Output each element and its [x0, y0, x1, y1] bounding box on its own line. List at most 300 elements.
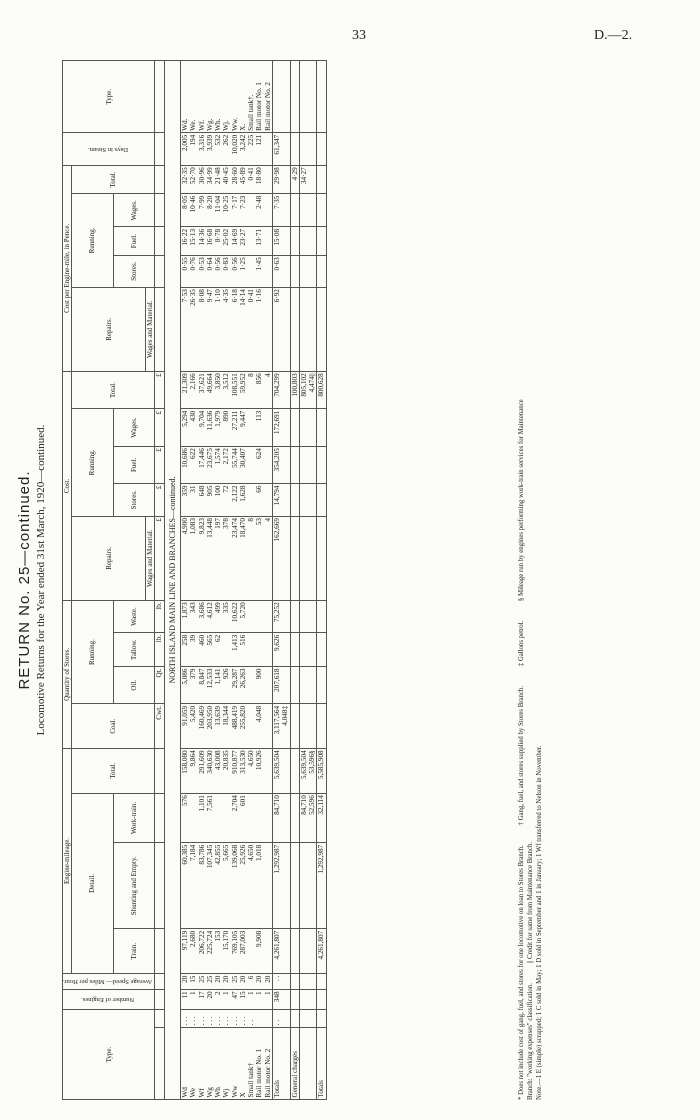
table-cell: 91,059 [180, 704, 189, 748]
col-num-engines: Number of Engines. [63, 989, 155, 1009]
table-cell: 856 [255, 371, 263, 408]
rotated-table-page [10, 60, 590, 1100]
table-cell [281, 748, 290, 793]
table-cell: 532 [214, 133, 222, 166]
footnote: † Gang, fuel, and stores supplied by Stores Branch. [518, 685, 525, 826]
unit-cell: Cwt. [155, 704, 164, 748]
table-cell: 17 [198, 989, 206, 1009]
table-cell: 18,344 [222, 704, 230, 748]
table-cell: 8·05 [180, 194, 189, 227]
table-cell [281, 371, 290, 408]
table-cell: 59,952 [239, 371, 247, 408]
table-cell: 9,704 [198, 409, 206, 446]
hdr-cost-wages: Wages. [113, 409, 155, 446]
footnote: || Credit for same from Maintenance Branch. [526, 841, 534, 964]
table-cell [247, 600, 255, 633]
table-cell: 287,003 [239, 929, 247, 974]
table-cell [290, 227, 299, 255]
hdr-mileage-total: Total. [72, 748, 155, 793]
locomotive-returns-table [62, 60, 327, 1100]
table-cell [222, 793, 230, 843]
table-cell: 100 [214, 484, 222, 517]
table-cell [264, 704, 273, 748]
table-row [189, 61, 197, 1100]
table-cell: 7·99 [198, 194, 206, 227]
table-cell: . . . [239, 1010, 247, 1028]
table-cell [317, 516, 326, 600]
table-cell [317, 1010, 326, 1028]
unit-cell: £ [155, 409, 164, 446]
table-cell: 15 [189, 974, 197, 990]
table-cell: 10·46 [189, 194, 197, 227]
table-cell [281, 446, 290, 483]
table-cell: 194 [189, 133, 197, 166]
table-cell: Wj [222, 1027, 230, 1099]
table-cell: 10,686 [180, 446, 189, 483]
table-cell: 3,939 [206, 133, 214, 166]
table-cell: 348 [273, 989, 282, 1009]
table-cell: 16·68 [206, 227, 214, 255]
table-cell: Wf. [198, 61, 206, 133]
table-cell: 8,847 [198, 667, 206, 704]
table-cell: 1,292,987 [317, 843, 326, 929]
table-cell [264, 1010, 273, 1028]
table-cell: 3,242 [239, 133, 247, 166]
table-cell: 4,261,807 [317, 929, 326, 974]
table-cell: 0·41 [247, 287, 255, 371]
table-cell: 20 [180, 974, 189, 990]
table-cell [299, 667, 308, 704]
table-cell [290, 793, 299, 843]
table-cell [299, 287, 308, 371]
table-cell: 31 [189, 484, 197, 517]
table-cell: Small tank† [247, 1027, 255, 1099]
table-cell: 769,105 [231, 929, 239, 974]
table-cell: Wf [198, 1027, 206, 1099]
table-cell: 488,419 [231, 704, 239, 748]
table-cell: 1 [264, 989, 273, 1009]
table-cell: 4,474|| [308, 371, 317, 408]
table-cell [317, 227, 326, 255]
table-cell: 9,447 [239, 409, 247, 446]
table-cell: 7·35 [273, 194, 282, 227]
table-cell: Small tank†. [247, 61, 255, 133]
table-cell: X. [239, 61, 247, 133]
table-cell: 34·27 [299, 165, 308, 193]
table-cell: 10,622 [231, 600, 239, 633]
table-cell: 29,287 [231, 667, 239, 704]
hdr-pence-repairs: Repairs. [72, 287, 146, 371]
table-cell: 15·13 [189, 227, 197, 255]
table-cell: Wg [206, 1027, 214, 1099]
table-cell: 0·83 [222, 255, 230, 287]
table-cell [299, 929, 308, 974]
hdr-waste: Waste. [113, 600, 155, 633]
table-cell [281, 633, 290, 667]
table-cell: 1 [189, 989, 197, 1009]
table-cell: 3,117,564 [273, 704, 282, 748]
table-cell: 25 [206, 974, 214, 990]
table-cell: 53,596§ [308, 748, 317, 793]
table-cell: 21·48 [214, 165, 222, 193]
subtotal-row [299, 61, 308, 1100]
table-cell [281, 61, 290, 133]
table-cell [290, 974, 299, 990]
col-engine-mileage: Engine-mileage. [63, 748, 72, 973]
table-cell [247, 633, 255, 667]
table-cell: 576 [180, 793, 189, 843]
return-title: RETURN No. 25—continued. [16, 470, 33, 690]
table-cell: 258 [180, 633, 189, 667]
table-cell: Wg. [206, 61, 214, 133]
table-cell: Wh. [214, 61, 222, 133]
table-cell: . . . [214, 1010, 222, 1028]
table-cell: 61,347 [273, 133, 282, 166]
table-cell: 14·14 [239, 287, 247, 371]
table-cell [290, 409, 299, 446]
unit-cell: lb. [155, 633, 164, 667]
table-cell [290, 484, 299, 517]
table-cell: 2·48 [255, 194, 263, 227]
table-cell [290, 61, 299, 133]
footnote: ‡ Gallons petrol. [518, 620, 525, 667]
table-cell: 1,141 [214, 667, 222, 704]
table-cell [247, 409, 255, 446]
table-cell [264, 600, 273, 633]
table-cell: 1·45 [255, 255, 263, 287]
table-cell: 0·76 [189, 255, 197, 287]
table-cell: 900 [255, 667, 263, 704]
table-cell: 1,413 [231, 633, 239, 667]
table-cell [281, 793, 290, 843]
table-cell [317, 600, 326, 633]
table-cell: 4,048‡ [281, 704, 290, 748]
table-cell: Wj. [222, 61, 230, 133]
table-cell: 565 [206, 633, 214, 667]
table-cell: 516 [239, 633, 247, 667]
hdr-coal: Coal. [72, 704, 155, 748]
table-cell: 23·27 [239, 227, 247, 255]
table-cell [308, 843, 317, 929]
table-cell: 0·56 [214, 255, 222, 287]
table-cell: 2,005 [180, 133, 189, 166]
table-cell [308, 704, 317, 748]
table-cell: 121 [255, 133, 263, 166]
table-cell [299, 989, 308, 1009]
table-cell [281, 667, 290, 704]
table-cell: 11·04 [214, 194, 222, 227]
table-cell: 4,261,807 [273, 929, 282, 974]
table-cell [264, 165, 273, 193]
table-row [214, 61, 222, 1100]
footnote: Branch: "working expenses" classification. [526, 983, 534, 1100]
table-cell: 10,020 [231, 133, 239, 166]
table-cell: 805,102 [299, 371, 308, 408]
table-cell [247, 446, 255, 483]
table-cell: 5,086 [180, 667, 189, 704]
table-cell: 0·53 [198, 255, 206, 287]
table-cell: 378 [222, 516, 230, 600]
table-cell [290, 1010, 299, 1028]
table-cell: 2,704 [231, 793, 239, 843]
table-cell: 4·29 [290, 165, 299, 193]
table-cell: . . . [231, 1010, 239, 1028]
table-cell: 30·96 [198, 165, 206, 193]
table-row [198, 61, 206, 1100]
table-cell [281, 989, 290, 1009]
table-cell: Totals [317, 1027, 326, 1099]
footnote-note: Note.—1 E (simple) scrapped; 1 C sold in May; 1 D sold in September and 1 in January; 1 Wf transferred to Nelson in November. [535, 745, 543, 1100]
table-cell [189, 793, 197, 843]
table-cell [264, 446, 273, 483]
table-cell: 1,628 [239, 484, 247, 517]
table-cell: 5,585,908 [317, 748, 326, 793]
table-cell: 20 [264, 974, 273, 990]
table-cell [290, 843, 299, 929]
table-cell: 291,609 [198, 748, 206, 793]
table-cell: Ww [231, 1027, 239, 1099]
table-cell: 17,446 [198, 446, 206, 483]
table-cell: 354,205 [273, 446, 282, 483]
hdr-tallow: Tallow. [113, 633, 155, 667]
table-cell [299, 600, 308, 633]
table-cell: 32,114 [317, 793, 326, 843]
table-cell: . . . [206, 1010, 214, 1028]
col-cost: Cost. [63, 371, 72, 600]
table-cell: 47 [231, 989, 239, 1009]
table-cell: . . . [222, 1010, 230, 1028]
table-cell: 20,835 [222, 748, 230, 793]
table-cell [299, 61, 308, 133]
table-cell [299, 704, 308, 748]
table-cell [299, 1027, 308, 1099]
table-cell [308, 61, 317, 133]
hdr-pence-fuel: Fuel. [113, 227, 155, 255]
table-cell [222, 633, 230, 667]
table-cell [264, 929, 273, 974]
table-cell: 97,119 [180, 929, 189, 974]
table-cell: 27,211 [231, 409, 239, 446]
hdr-pence-stores: Stores. [113, 255, 155, 287]
table-body [155, 61, 326, 1100]
table-cell [255, 1010, 263, 1028]
table-cell: 4,650 [247, 843, 255, 929]
table-cell [317, 484, 326, 517]
table-cell: 203,950 [206, 704, 214, 748]
table-row [264, 61, 273, 1100]
table-cell: Rail motor No. 2 [264, 61, 273, 133]
table-cell [317, 704, 326, 748]
table-cell: Ww. [231, 61, 239, 133]
totals-row [273, 61, 282, 1100]
table-cell: 9,626 [273, 633, 282, 667]
table-cell: 800,628 [317, 371, 326, 408]
unit-cell: lb. [155, 600, 164, 633]
table-cell: 1 [255, 989, 263, 1009]
table-cell: Wd. [180, 61, 189, 133]
table-cell: 160,469 [198, 704, 206, 748]
table-cell: Rail motor No. 1 [255, 1027, 263, 1099]
table-cell: 9,864 [189, 748, 197, 793]
table-row [231, 61, 239, 1100]
table-cell [247, 793, 255, 843]
table-cell: 29·98 [273, 165, 282, 193]
col-cost-per-mile: Cost per Engine-mile, in Pence. [63, 165, 72, 371]
col-avg-speed: Average Speed— Miles per Hour. [63, 974, 155, 990]
table-cell [281, 227, 290, 255]
table-cell [317, 287, 326, 371]
table-cell [281, 1010, 290, 1028]
table-cell: 7·53 [180, 287, 189, 371]
table-cell: 28·60 [231, 165, 239, 193]
table-cell: 9,908 [255, 929, 263, 974]
table-cell [317, 61, 326, 133]
table-cell: 5,665 [222, 843, 230, 929]
table-cell: 4 [264, 516, 273, 600]
table-cell [281, 165, 290, 193]
grand-totals-row [317, 61, 326, 1100]
table-cell: 0·41 [247, 165, 255, 193]
col-type-right: Type. [63, 61, 155, 133]
table-cell [264, 793, 273, 843]
hdr-cost-repairs: Repairs. [72, 516, 146, 600]
table-cell: 430 [189, 409, 197, 446]
table-cell [317, 165, 326, 193]
table-cell [299, 227, 308, 255]
table-cell [308, 667, 317, 704]
table-cell: 10·25 [222, 194, 230, 227]
table-cell: 52·70 [189, 165, 197, 193]
table-cell: 15,170 [222, 929, 230, 974]
table-cell: 6·18 [231, 287, 239, 371]
table-cell: 1·25 [239, 255, 247, 287]
table-cell: 23,675 [206, 446, 214, 483]
table-cell: 6 [247, 974, 255, 990]
table-cell: 11 [180, 989, 189, 1009]
table-cell [290, 633, 299, 667]
table-cell: X [239, 1027, 247, 1099]
footnote: * Does not include cost of gang, fuel, and stores for one locomotive on loan to Stores Branch. [518, 845, 525, 1100]
table-row [222, 61, 230, 1100]
table-cell: 1,873 [180, 600, 189, 633]
table-cell [281, 287, 290, 371]
table-cell: 1,292,987 [273, 843, 282, 929]
table-cell [308, 929, 317, 974]
col-qty-stores: Quantity of Stores. [63, 600, 72, 748]
hdr-shunting: Shunting and Empty. [113, 843, 155, 929]
table-cell: 2,172 [222, 446, 230, 483]
table-cell: 26,263 [239, 667, 247, 704]
table-cell [281, 929, 290, 974]
table-cell: We. [189, 61, 197, 133]
table-cell [281, 484, 290, 517]
table-cell [317, 446, 326, 483]
table-cell: 60,385 [180, 843, 189, 929]
table-cell: 343 [189, 600, 197, 633]
table-cell [308, 633, 317, 667]
table-cell: 25·02 [222, 227, 230, 255]
table-cell [308, 409, 317, 446]
table-cell: 39 [189, 633, 197, 667]
table-cell [299, 974, 308, 990]
table-cell: 26·35 [189, 287, 197, 371]
table-cell: 15·08 [273, 227, 282, 255]
table-cell [255, 600, 263, 633]
table-cell: . . . [180, 1010, 189, 1028]
table-cell [290, 748, 299, 793]
table-cell: 1 [247, 989, 255, 1009]
table-cell: 14·69 [231, 227, 239, 255]
hdr-detail: Detail. [72, 793, 114, 973]
units-row [155, 61, 164, 1100]
table-cell [308, 1010, 317, 1028]
title-block [16, 60, 47, 1100]
table-cell [317, 409, 326, 446]
table-cell: 20 [239, 974, 247, 990]
table-cell [308, 989, 317, 1009]
table-cell: 499 [214, 600, 222, 633]
table-cell: 13·71 [255, 227, 263, 255]
table-cell: 108,551 [231, 371, 239, 408]
return-subtitle: Locomotive Returns for the Year ended 31st March, 1920—continued. [35, 424, 47, 736]
page-reference: D.—2. [594, 28, 633, 43]
hdr-cost-fuel: Fuel. [113, 446, 155, 483]
table-cell [264, 843, 273, 929]
table-cell: 83,786 [198, 843, 206, 929]
table-cell: 6·92 [273, 287, 282, 371]
credit-row [308, 61, 317, 1100]
table-cell: 66 [255, 484, 263, 517]
table-cell: 1·10 [214, 287, 222, 371]
table-cell [317, 255, 326, 287]
table-cell [281, 1027, 290, 1099]
table-cell: 313,530 [239, 748, 247, 793]
table-cell [264, 484, 273, 517]
table-cell [299, 843, 308, 929]
table-cell [255, 633, 263, 667]
hdr-pence-wages-material: Wages and Material. [146, 287, 155, 371]
table-cell: 910,877 [231, 748, 239, 793]
table-cell: 0·55 [180, 255, 189, 287]
table-cell [308, 165, 317, 193]
table-cell: 622 [189, 446, 197, 483]
footnotes [518, 60, 544, 1100]
table-cell: 2 [214, 989, 222, 1009]
table-cell: 10,926 [255, 748, 263, 793]
table-cell: . . . [189, 1010, 197, 1028]
table-cell: 9·47 [206, 287, 214, 371]
table-cell: 5,294 [180, 409, 189, 446]
table-cell: General charges [290, 1027, 299, 1099]
table-cell: 43,008 [214, 748, 222, 793]
table-cell [281, 194, 290, 227]
table-cell: 2,122 [231, 484, 239, 517]
table-cell: 1,979 [214, 409, 222, 446]
table-cell [299, 633, 308, 667]
table-cell [281, 600, 290, 633]
table-cell [308, 974, 317, 990]
table-cell: 1,574 [214, 446, 222, 483]
hdr-oil: Oil. [113, 667, 155, 704]
table-cell: 23,474 [231, 516, 239, 600]
table-row [206, 61, 214, 1100]
table-cell: Wh [214, 1027, 222, 1099]
table-cell: 25 [198, 974, 206, 990]
general-charges-row [290, 61, 299, 1100]
table-cell: 139,068 [231, 843, 239, 929]
table-cell [317, 194, 326, 227]
table-cell: 18,470 [239, 516, 247, 600]
